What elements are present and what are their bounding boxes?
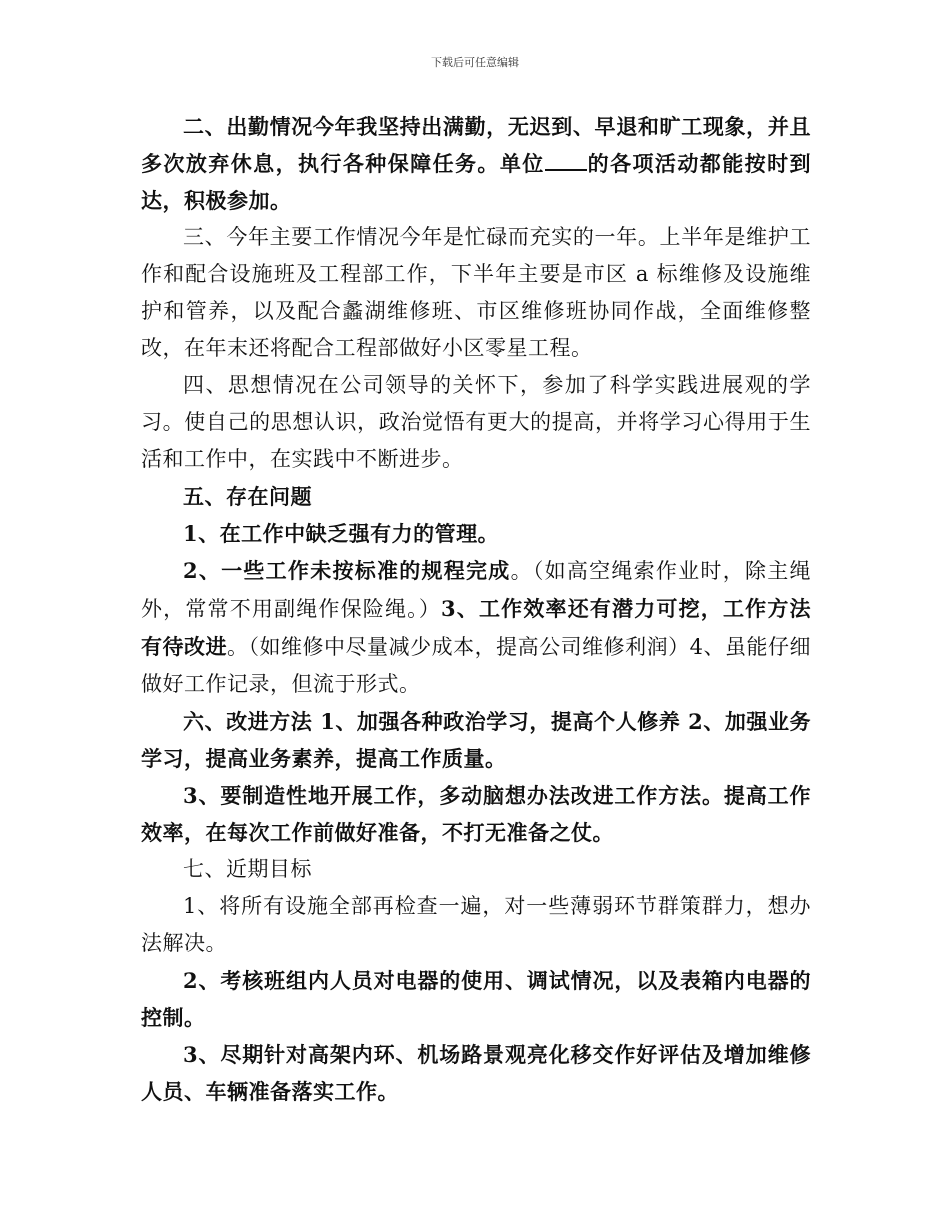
document-body (141, 108, 811, 1110)
goal-1: 1、将所有设施全部再检查一遍，对一些薄弱环节群策群力，想办法解决。 (141, 894, 811, 955)
attendance-text-1: 二、出勤情况今年我坚持出满勤，无迟到、早退和旷工现象，并且多次放弃休息，执行各种保障任务。单位 (141, 114, 811, 176)
problem-3-4-detail: 。（如维修中尽量减少成本，提高公司维修利润）4、虽能仔细做好工作记录，但流于形式。 (141, 635, 812, 696)
goal-3: 3、尽期针对高架内环、机场路景观亮化移交作好评估及增加维修人员、车辆准备落实工作。 (141, 1042, 811, 1104)
paragraph-main-work: 三、今年主要工作情况今年是忙碌而充实的一年。上半年是维护工作和配合设施班及工程部工作，下半年主要是市区 a 标维修及设施维护和管养，以及配合蠡湖维修班、市区维修班协同作战，全面维修整改，在年末还将配合工程部做好小区零星工程。 (141, 225, 811, 360)
paragraph-attendance (141, 108, 811, 219)
page-header: 下载后可任意编辑 (431, 56, 519, 69)
paragraph-improvement: 六、改进方法 1、加强各种政治学习，提高个人修养 2、加强业务学习，提高业务素养，提高工作质量。 (141, 709, 811, 771)
goal-2: 2、考核班组内人员对电器的使用、调试情况，以及表箱内电器的控制。 (141, 968, 811, 1030)
problem-2-title: 2、一些工作未按标准的规程完成 (183, 558, 511, 583)
heading-goals: 七、近期目标 (183, 857, 312, 881)
problem-1: 1、在工作中缺乏强有力的管理。 (183, 521, 500, 546)
problem-2-3-4 (141, 552, 811, 703)
heading-problems: 五、存在问题 (183, 484, 312, 509)
attendance-text-2: 的各项活动都能按时到达，积极参加。 (141, 151, 812, 213)
improvement-3: 3、要制造性地开展工作，多动脑想办法改进工作方法。提高工作效率，在每次工作前做好准备，不打无准备之仗。 (141, 783, 811, 845)
blank-underline (545, 151, 587, 171)
problem-2-detail: 。（如高空绳索作业时，除主绳外，常常不用副绳作保险绳。） (141, 559, 811, 621)
problem-3-title: 3、工作效率还有潜力可挖，工作方法有待改进 (141, 596, 811, 659)
paragraph-thoughts: 四、思想情况在公司领导的关怀下，参加了科学实践进展观的学习。使自己的思想认识，政治觉悟有更大的提高，并将学习心得用于生活和工作中，在实践中不断进步。 (141, 373, 811, 471)
